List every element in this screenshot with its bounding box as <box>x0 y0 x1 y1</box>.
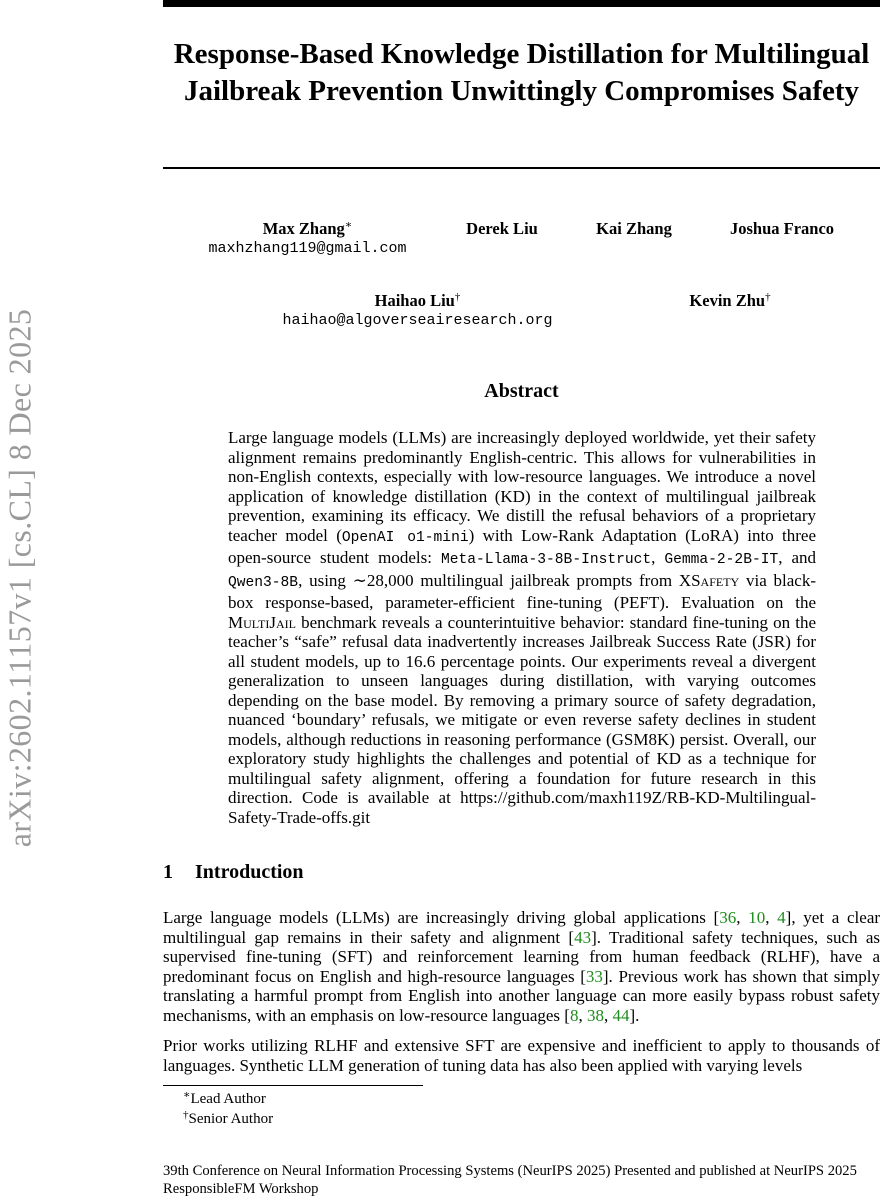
author-email: haihao@algoverseairesearch.org <box>282 312 553 329</box>
paper-title: Response-Based Knowledge Distillation for Multilingual Jailbreak Prevention Unwittingly Compromises Safety <box>173 38 870 107</box>
para-text: Large language models (LLMs) are increasingly driving global applications [ <box>163 908 720 927</box>
citation-link[interactable]: 4 <box>777 908 786 927</box>
student-model-name: Meta-Llama-3-8B-Instruct <box>440 552 652 568</box>
abstract-text: , <box>651 548 665 567</box>
author-mark: † <box>765 291 771 303</box>
benchmark-name: MultiJail <box>228 612 296 632</box>
author-name: Max Zhang <box>262 219 345 238</box>
teacher-model-name: OpenAI o1-mini <box>341 529 469 546</box>
author-kevin-zhu <box>670 291 790 311</box>
para-text: ]. <box>629 1005 640 1025</box>
citation-link[interactable]: 8 <box>569 1005 579 1025</box>
abstract-body <box>228 428 816 827</box>
footnote-text: Lead Author <box>190 1091 266 1107</box>
para-text: , <box>765 908 778 927</box>
author-mark: † <box>454 291 461 303</box>
footnote-mark: † <box>183 1109 189 1121</box>
footnote-mark: ∗ <box>183 1089 191 1101</box>
para-text: , <box>578 1005 587 1025</box>
author-kai-zhang <box>584 219 684 239</box>
footnote-rule <box>163 1085 423 1086</box>
abstract-heading: Abstract <box>484 380 559 402</box>
abstract-text: , using ∼28,000 multilingual jailbreak prompts from <box>298 570 679 590</box>
para-text: , <box>603 1005 613 1025</box>
abstract-text: , and <box>778 548 817 567</box>
author-name: Joshua Franco <box>729 219 835 238</box>
author-name: Kai Zhang <box>596 219 672 238</box>
para-text: ]. Traditional safety techniques, such as supervised fine-tuning (SFT) and reinforcement learning from human feedback (RLHF), have a predominant focus on English and high-resource languages [ <box>163 927 880 986</box>
abstract-text: benchmark reveals a counterintuitive behavior: standard fine-tuning on the teacher’s “safe” refusal data inadvertently increases Jailbreak Success Rate (JSR) for all student models, up to 16.6 percentage points. Our experiments reveal a divergent generalization to unseen languages during distillation, with varying outcomes depending on the base model. By removing a primary source of safety degradation, nuanced ‘boundary’ refusals, we mitigate or even reverse safety declines in student models, although reductions in reasoning performance (GSM8K) persist. Overall, our exploratory study highlights the challenges and potential of KD as a technique for multilingual safety alignment, offering a foundation for future research in this direction. Code is available at https://github.com/maxh119Z/RB-KD-Multilingual-Safety-Trade-offs.git <box>228 612 816 827</box>
intro-paragraph-1 <box>163 908 880 1026</box>
para-text: , <box>736 908 749 927</box>
footnote-text: Senior Author <box>188 1111 274 1127</box>
abstract-text: ) with Low-Rank Adaptation (LoRA) into three open-source student models: <box>228 525 817 567</box>
title-bottom-rule <box>163 167 880 169</box>
student-model-name: Qwen3-8B <box>228 574 299 591</box>
conference-footer: 39th Conference on Neural Information Processing Systems (NeurIPS 2025) Presented and published at NeurIPS 2025 ResponsibleFM Workshop <box>163 1163 857 1197</box>
section-heading <box>163 861 304 884</box>
student-model-name: Gemma-2-2B-IT <box>664 552 779 568</box>
citation-link[interactable]: 43 <box>574 927 592 947</box>
author-name: Haihao Liu <box>374 291 455 310</box>
author-max-zhang <box>195 219 420 259</box>
top-rule <box>163 0 880 7</box>
para-text: ]. Previous work has shown that simply translating a harmful prompt from English into another language can more easily bypass robust safety mechanisms, with an emphasis on low-resource languages [ <box>163 966 880 1025</box>
section-number: 1 <box>163 861 173 883</box>
author-mark: ∗ <box>344 219 353 231</box>
footnote-lead-author <box>183 1090 266 1108</box>
author-haihao-liu <box>265 291 570 331</box>
citation-link[interactable]: 36 <box>719 908 737 927</box>
citation-link[interactable]: 38 <box>586 1005 604 1025</box>
para-text: ], yet a clear multilingual gap remains in their safety and alignment [ <box>163 908 880 947</box>
citation-link[interactable]: 33 <box>585 966 603 986</box>
footnote-senior-author <box>183 1110 273 1128</box>
dataset-name: XSafety <box>678 570 740 590</box>
citation-link[interactable]: 44 <box>612 1005 630 1025</box>
arxiv-identifier: arXiv:2602.11157v1 [cs.CL] 8 Dec 2025 <box>1 308 38 848</box>
author-email: maxhzhang119@gmail.com <box>208 240 407 257</box>
intro-paragraph-2: Prior works utilizing RLHF and extensive SFT are expensive and inefficient to apply to thousands of languages. Synthetic LLM generation of tuning data has also been applied with varying levels <box>163 1036 880 1075</box>
abstract-text: via black-box response-based, parameter-efficient fine-tuning (PEFT). Evaluation on the <box>228 570 816 612</box>
abstract-text: Large language models (LLMs) are increasingly deployed worldwide, yet their safety alignment remains predominantly English-centric. This allows for vulnerabilities in non-English contexts, especially with low-resource languages. We introduce a novel application of knowledge distillation (KD) in the context of multilingual jailbreak prevention, examining its efficacy. We distill the refusal behaviors of a proprietary teacher model ( <box>228 428 816 545</box>
author-name: Derek Liu <box>466 219 538 238</box>
citation-link[interactable]: 10 <box>748 908 766 927</box>
arxiv-sidebar <box>0 0 40 1200</box>
author-joshua-franco <box>717 219 847 239</box>
author-derek-liu <box>452 219 552 239</box>
author-name: Kevin Zhu <box>689 291 766 310</box>
section-title: Introduction <box>195 861 304 883</box>
